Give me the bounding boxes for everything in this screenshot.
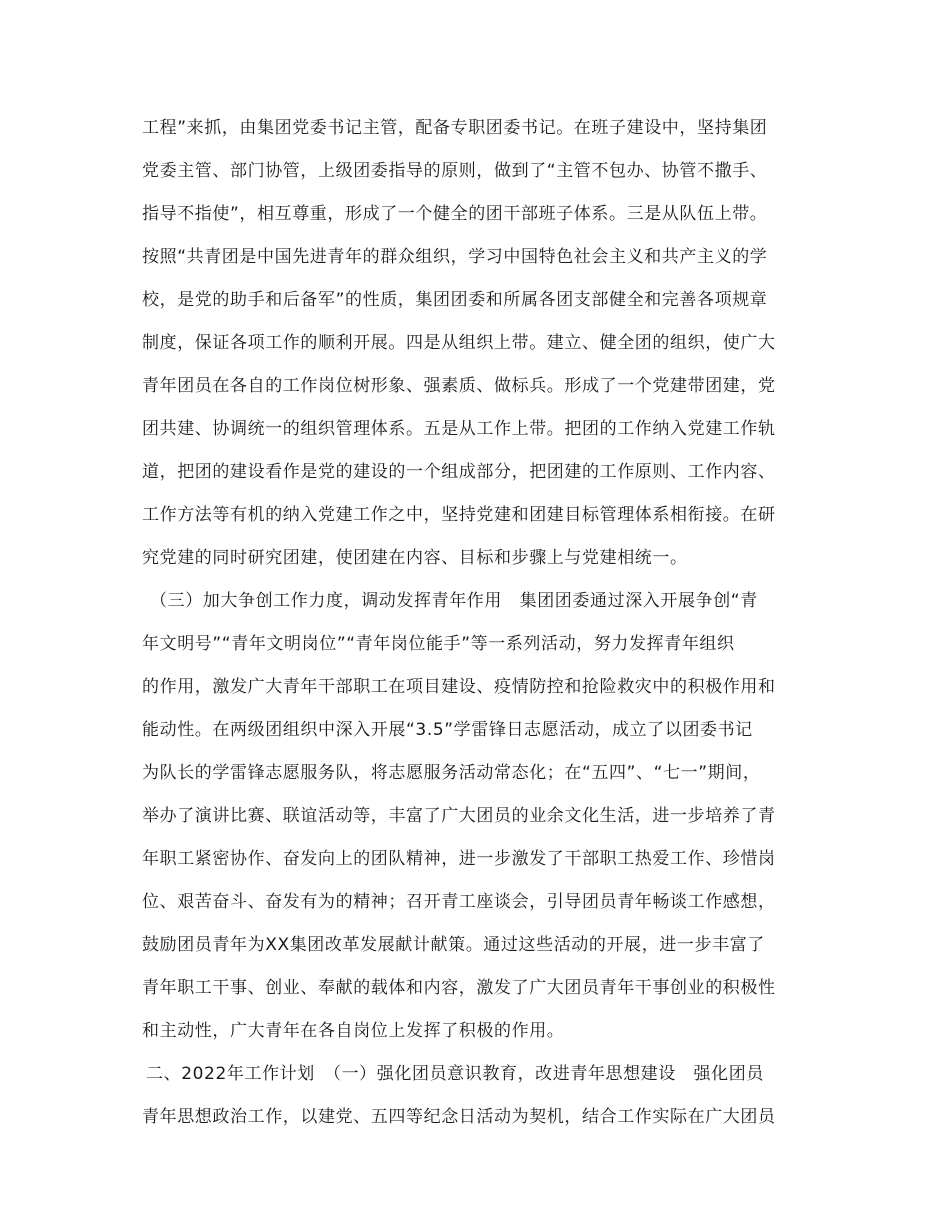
- text-line: 和主动性，广大青年在各自岗位上发挥了积极的作用。: [142, 1021, 565, 1041]
- text-line: 鼓励团员青年为XX集团改革发展献计献策。通过这些活动的开展，进一步丰富了: [142, 935, 765, 955]
- text-line: 党委主管、部门协管，上级团委指导的原则，做到了“主管不包办、协管不撒手、: [142, 161, 768, 181]
- text-line: 按照“共青团是中国先进青年的群众组织，学习中国特色社会主义和共产主义的学: [142, 247, 768, 267]
- text-line: 位、艰苦奋斗、奋发有为的精神；召开青工座谈会，引导团员青年畅谈工作感想，: [142, 892, 776, 912]
- text-line: 指导不指使”，相互尊重，形成了一个健全的团干部班子体系。三是从队伍上带。: [142, 204, 768, 224]
- text-line: 年文明号”“青年文明岗位”“青年岗位能手”等一系列活动，努力发挥青年组织: [142, 634, 735, 654]
- text-line: 举办了演讲比赛、联谊活动等，丰富了广大团员的业余文化生活，进一步培养了青: [142, 806, 776, 826]
- text-line: 究党建的同时研究团建，使团建在内容、目标和步骤上与党建相统一。: [142, 548, 688, 568]
- text-line: 校，是党的助手和后备军”的性质，集团团委和所属各团支部健全和完善各项规章: [142, 290, 768, 310]
- text-line: 为队长的学雷锋志愿服务队，将志愿服务活动常态化；在“五四”、“七一”期间，: [142, 763, 761, 783]
- text-line: 团共建、协调统一的组织管理体系。五是从工作上带。把团的工作纳入党建工作轨: [142, 419, 776, 439]
- text-line: 能动性。在两级团组织中深入开展“3.5”学雷锋日志愿活动，成立了以团委书记: [142, 720, 753, 740]
- text-line: 工作方法等有机的纳入党建工作之中，坚持党建和团建目标管理体系相衔接。在研: [142, 505, 776, 525]
- text-line: 制度，保证各项工作的顺利开展。四是从组织上带。建立、健全团的组织，使广大: [142, 333, 776, 353]
- section-heading-line: （三）加大争创工作力度，调动发挥青年作用 集团团委通过深入开展争创“青: [150, 591, 758, 611]
- text-line: 工程”来抓，由集团党委书记主管，配备专职团委书记。在班子建设中，坚持集团: [142, 118, 768, 138]
- text-line: 青年思想政治工作，以建党、五四等纪念日活动为契机，结合工作实际在广大团员: [142, 1107, 776, 1127]
- text-line: 的作用，激发广大青年干部职工在项目建设、疫情防控和抢险救灾中的积极作用和: [142, 677, 776, 697]
- text-line: 道，把团的建设看作是党的建设的一个组成部分，把团建的工作原则、工作内容、: [142, 462, 776, 482]
- text-line: 年职工紧密协作、奋发向上的团队精神，进一步激发了干部职工热爱工作、珍惜岗: [142, 849, 776, 869]
- section-heading-line: 二、2022年工作计划 （一）强化团员意识教育，改进青年思想建设 强化团员: [146, 1064, 764, 1084]
- text-line: 青年团员在各自的工作岗位树形象、强素质、做标兵。形成了一个党建带团建，党: [142, 376, 776, 396]
- text-line: 青年职工干事、创业、奉献的载体和内容，激发了广大团员青年干事创业的积极性: [142, 978, 776, 998]
